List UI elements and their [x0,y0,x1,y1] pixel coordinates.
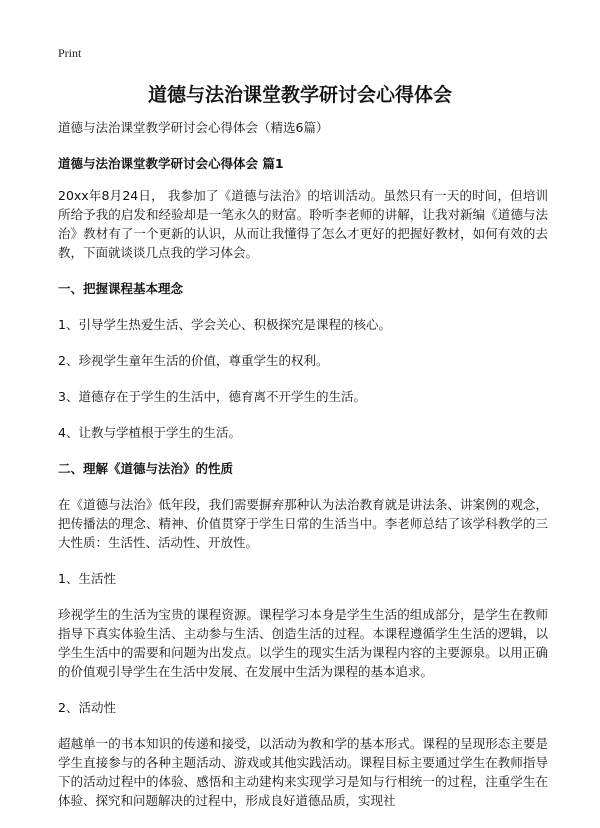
document-body [58,118,548,827]
list-item: 1、引导学生热爱生活、学会关心、积极探究是课程的核心。 [58,317,391,332]
intro-paragraph: 20xx年8月24日， 我参加了《道德与法治》的培训活动。虽然只有一天的时间，但培训所给予我的启发和经验却是一笔永久的财富。聆听李老师的讲解，让我对新编《道德与法治》教材有了一个更新的认识，从而让我懂得了怎么才更好的把握好教材，如何有效的去教，下面就谈谈几点我的学习体会。 [58,188,548,260]
document-subtitle: 道德与法治课堂教学研讨会心得体会（精选6篇） [58,120,329,135]
part-heading: 道德与法治课堂教学研讨会心得体会 篇1 [58,156,284,171]
section-heading-1: 一、把握课程基本理念 [58,281,184,296]
life-paragraph: 珍视学生的生活为宝贵的课程资源。课程学习本身是学生生活的组成部分，是学生在教师指导下真实体验生活、主动参与生活、创造生活的过程。本课程遵循学生生活的逻辑，以学生生活中的需要和问题为出发点。以学生的现实生活为课程内容的主要源泉。以用正确的价值观引导学生在生活中发展、在发展中生活为课程的基本追求。 [58,607,548,679]
print-link[interactable]: Print [58,46,82,60]
activity-paragraph: 超越单一的书本知识的传递和接受，以活动为教和学的基本形式。课程的呈现形态主要是学生直接参与的各种主题活动、游戏或其他实践活动。课程目标主要通过学生在教师指导下的活动过程中的体验、感悟和主动建构来实现学习是知与行相统一的过程，注重学生在体验、探究和问题解决的过程中，形成良好道德品质，实现社 [58,736,548,808]
list-item: 3、道德存在于学生的生活中，德育离不开学生的生活。 [58,389,366,404]
sub-heading-life: 1、生活性 [58,571,116,586]
list-item: 2、珍视学生童年生活的价值，尊重学生的权利。 [58,353,329,368]
section2-paragraph: 在《道德与法治》低年段，我们需要摒弃那种认为法治教育就是讲法条、讲案例的观念，把传播法的理念、精神、价值贯穿于学生日常的生活当中。李老师总结了该学科教学的三大性质：生活性、活动性、开放性。 [58,497,548,550]
sub-heading-activity: 2、活动性 [58,700,116,715]
section-heading-2: 二、理解《道德与法治》的性质 [58,461,234,476]
list-item: 4、让教与学植根于学生的生活。 [58,425,241,440]
document-title: 道德与法治课堂教学研讨会心得体会 [147,84,452,106]
